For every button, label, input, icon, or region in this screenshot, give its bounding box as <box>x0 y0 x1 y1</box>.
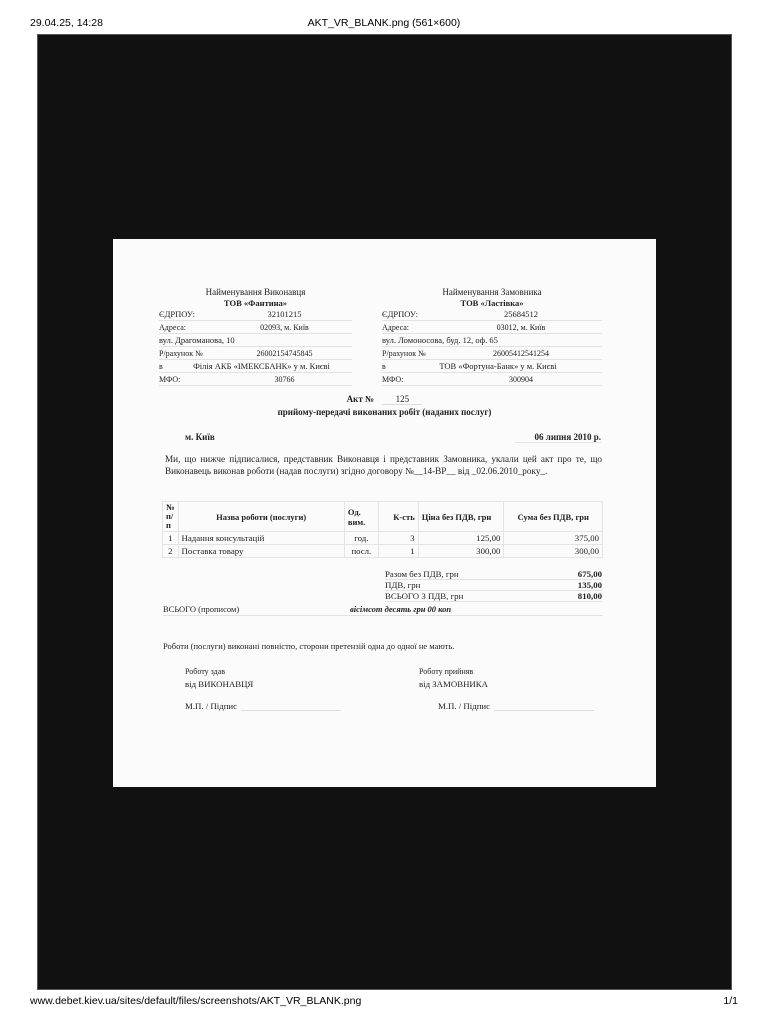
edrpou-label: ЄДРПОУ: <box>159 309 195 319</box>
contractor-address-row <box>159 321 352 334</box>
act-number-label: Акт № <box>346 394 375 404</box>
contractor-street-row <box>159 334 352 347</box>
stamp-signature-label: М.П. / Підпис <box>185 701 238 711</box>
row-qty: 1 <box>378 545 418 558</box>
customer-heading: Найменування Замовника <box>442 287 542 297</box>
col-header-num: № п/п <box>163 502 179 532</box>
print-title: AKT_VR_BLANK.png (561×600) <box>307 17 461 29</box>
col-header-price: Ціна без ПДВ, грн <box>418 502 504 532</box>
vat-label: ПДВ, грн <box>385 580 421 590</box>
col-header-sum: Сума без ПДВ, грн <box>504 502 603 532</box>
subtotal-row <box>385 569 602 580</box>
customer-block <box>382 287 602 386</box>
subtotal-label: Разом без ПДВ, грн <box>385 569 459 579</box>
contractor-edrpou-row <box>159 308 352 321</box>
vat-value: 135,00 <box>577 580 602 590</box>
customer-mfo-row <box>382 373 602 386</box>
signature-blank-line <box>241 701 341 711</box>
customer-bank: ТОВ «Фортуна-Банк» у м. Києві <box>439 361 557 371</box>
contractor-account: 26002154745845 <box>256 349 313 358</box>
total-row <box>385 591 602 602</box>
table-row <box>163 545 603 558</box>
row-num: 1 <box>163 532 179 545</box>
contractor-address-street: вул. Драгоманова, 10 <box>159 335 235 345</box>
customer-bank-row <box>382 360 602 373</box>
col-header-unit: Од. вим. <box>344 502 378 532</box>
page-counter: 1/1 <box>723 995 738 1007</box>
col-header-name: Назва роботи (послуги) <box>178 502 344 532</box>
mfo-label: МФО: <box>382 375 404 384</box>
account-label: Р/рахунок № <box>159 349 203 358</box>
contractor-edrpou: 32101215 <box>267 309 302 319</box>
customer-street-row <box>382 334 602 347</box>
total-value: 810,00 <box>577 591 602 601</box>
row-qty: 3 <box>378 532 418 545</box>
customer-address-city: 03012, м. Київ <box>496 323 546 332</box>
contractor-address-city: 02093, м. Київ <box>260 323 309 332</box>
stamp-signature-label: М.П. / Підпис <box>438 701 491 711</box>
print-header <box>0 17 768 31</box>
customer-mfo: 300904 <box>509 375 533 384</box>
contractor-mfo: 30766 <box>274 375 295 384</box>
act-document <box>113 239 656 787</box>
act-date: 06 липня 2010 р. <box>515 432 601 443</box>
address-label: Адреса: <box>382 323 410 332</box>
act-number: 125 <box>382 394 422 405</box>
act-title <box>113 394 656 405</box>
contractor-mfo-row <box>159 373 352 386</box>
contractor-account-row <box>159 347 352 360</box>
print-url: www.debet.kiev.ua/sites/default/files/screenshots/AKT_VR_BLANK.png <box>30 995 362 1007</box>
table-header-row <box>163 502 603 532</box>
contractor-name: ТОВ «Фантина» <box>223 298 288 308</box>
mfo-label: МФО: <box>159 375 181 384</box>
customer-name: ТОВ «Ластівка» <box>460 298 524 308</box>
col-header-qty: К-сть <box>378 502 418 532</box>
total-in-words-value: вісімсот десять грн 00 коп <box>350 604 452 614</box>
from-contractor-label: від ВИКОНАВЦЯ <box>185 679 254 689</box>
contractor-bank-row <box>159 360 352 373</box>
contractor-signature-block <box>185 665 253 691</box>
customer-account: 26005412541254 <box>493 349 549 358</box>
intro-paragraph: Ми, що нижче підписалися, представник Виконавця і представник Замовника, уклали цей акт про те, що Виконавець виконав роботи (надав послуги) згідно договору №__14-ВР__ від _02.06.2010_року_. <box>165 454 602 476</box>
completion-statement: Роботи (послуги) виконані повністю, сторони претензій одна до одної не мають. <box>163 641 455 651</box>
address-label: Адреса: <box>159 323 187 332</box>
act-subtitle: прийому-передачі виконаних робіт (наданих послуг) <box>277 407 492 417</box>
row-name: Поставка товару <box>178 545 344 558</box>
print-footer <box>0 995 768 1009</box>
customer-stamp-signature <box>438 701 594 711</box>
row-name: Надання консультацій <box>178 532 344 545</box>
customer-address-row <box>382 321 602 334</box>
customer-edrpou-row <box>382 308 602 321</box>
row-sum: 300,00 <box>504 545 603 558</box>
edrpou-label: ЄДРПОУ: <box>382 309 418 319</box>
row-price: 125,00 <box>418 532 504 545</box>
total-in-words-label: ВСЬОГО (прописом) <box>163 604 240 614</box>
row-num: 2 <box>163 545 179 558</box>
services-table <box>162 501 603 558</box>
bank-prefix: в <box>382 362 386 371</box>
row-unit: посл. <box>344 545 378 558</box>
accepted-label: Роботу прийняв <box>419 667 474 676</box>
handed-over-label: Роботу здав <box>185 667 226 676</box>
contractor-bank: Філія АКБ «ІМЕКСБАНК» у м. Києві <box>193 361 330 371</box>
contractor-stamp-signature <box>185 701 341 711</box>
customer-account-row <box>382 347 602 360</box>
contractor-heading: Найменування Виконавця <box>205 287 306 297</box>
row-unit: год. <box>344 532 378 545</box>
totals-block <box>385 569 602 602</box>
from-customer-label: від ЗАМОВНИКА <box>419 679 489 689</box>
contractor-block <box>159 287 352 386</box>
total-label: ВСЬОГО З ПДВ, грн <box>385 591 464 601</box>
row-sum: 375,00 <box>504 532 603 545</box>
signature-blank-line <box>494 701 594 711</box>
subtotal-value: 675,00 <box>577 569 602 579</box>
table-row <box>163 532 603 545</box>
account-label: Р/рахунок № <box>382 349 426 358</box>
act-city: м. Київ <box>185 432 215 442</box>
customer-address-street: вул. Ломоносова, буд. 12, оф. 65 <box>382 335 498 345</box>
total-in-words-row <box>163 604 603 616</box>
bank-prefix: в <box>159 362 163 371</box>
print-datetime: 29.04.25, 14:28 <box>30 17 103 29</box>
row-price: 300,00 <box>418 545 504 558</box>
vat-row <box>385 580 602 591</box>
customer-signature-block <box>419 665 488 691</box>
customer-edrpou: 25684512 <box>504 309 538 319</box>
